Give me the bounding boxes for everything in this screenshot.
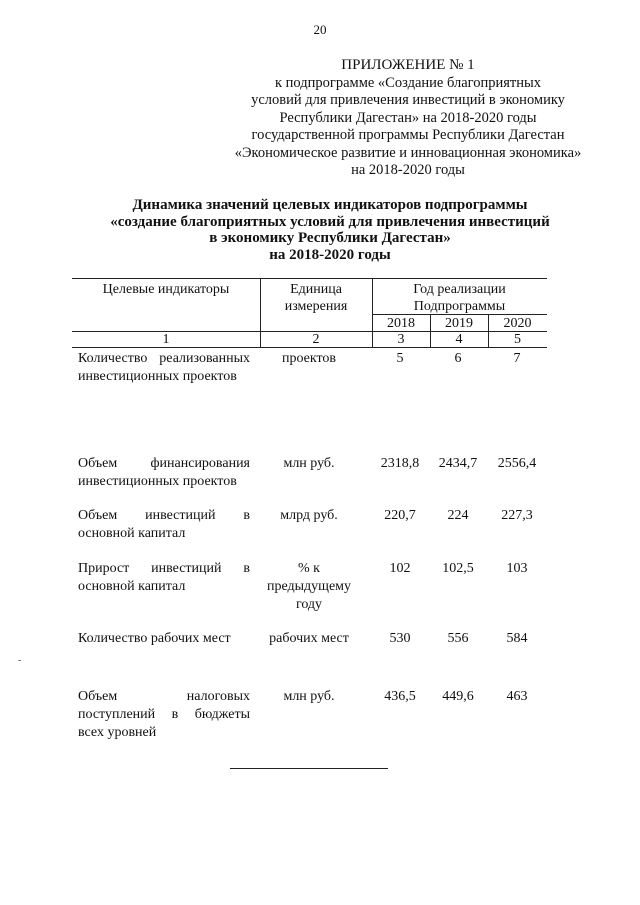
indicator-name: Количество рабочих мест <box>78 631 231 646</box>
document-title <box>100 197 560 263</box>
appendix-line: на 2018-2020 годы <box>351 162 465 178</box>
indicator-unit: % к предыдущему году <box>266 561 352 612</box>
value-2020: 103 <box>506 561 528 576</box>
column-number: 1 <box>162 332 170 347</box>
indicator-name: Количество реализованных инвестиционных проектов <box>78 351 250 384</box>
title-line: Динамика значений целевых индикаторов подпрограммы <box>132 197 528 213</box>
header-indicators: Целевые индикаторы <box>102 282 230 297</box>
indicator-unit: млн руб. <box>283 689 335 704</box>
indicators-table-header <box>72 278 547 348</box>
header-period <box>372 281 547 315</box>
indicator-unit: проектов <box>281 351 337 366</box>
value-2020: 584 <box>506 631 528 646</box>
value-2018: 530 <box>389 631 411 646</box>
header-year: 2020 <box>503 316 532 331</box>
header-unit <box>260 281 372 315</box>
header-year: 2018 <box>387 316 415 331</box>
value-2019: 2434,7 <box>438 456 478 471</box>
appendix-line: условий для привлечения инвестиций в экономику <box>251 92 565 108</box>
value-2018: 436,5 <box>384 689 416 704</box>
end-rule <box>230 768 388 769</box>
header-period-line2: Подпрограммы <box>413 299 506 314</box>
appendix-line: государственной программы Республики Дагестан <box>251 127 565 143</box>
value-2019: 224 <box>447 508 469 523</box>
value-2020: 7 <box>513 351 521 366</box>
appendix-line: «Экономическое развитие и инновационная экономика» <box>234 144 582 161</box>
indicator-unit: млн руб. <box>283 456 335 471</box>
value-2019: 6 <box>454 351 462 366</box>
header-unit-line2: измерения <box>284 299 348 314</box>
header-unit-line1: Единица <box>290 282 342 297</box>
indicator-name: Прирост инвестиций в основной капитал <box>78 561 250 594</box>
title-line: «создание благоприятных условий для привлечения инвестиций <box>110 213 550 230</box>
column-number: 2 <box>312 332 320 347</box>
margin-mark: - <box>18 655 22 666</box>
appendix-line: Республики Дагестан» на 2018-2020 годы <box>279 109 537 126</box>
column-number: 4 <box>455 332 463 347</box>
value-2020: 463 <box>506 689 528 704</box>
indicator-name: Объем инвестиций в основной капитал <box>78 508 250 541</box>
indicator-name: Объем налоговых поступлений в бюджеты всех уровней <box>78 689 250 740</box>
header-year: 2019 <box>445 316 473 331</box>
value-2020: 227,3 <box>501 508 533 523</box>
title-line: на 2018-2020 годы <box>269 246 391 263</box>
column-number: 3 <box>397 332 405 347</box>
indicator-unit: млрд руб. <box>280 508 338 523</box>
indicator-unit: рабочих мест <box>269 631 349 646</box>
value-2019: 102,5 <box>442 561 474 576</box>
value-2018: 220,7 <box>384 508 416 523</box>
indicator-name: Объем финансирования инвестиционных проектов <box>78 456 250 489</box>
value-2020: 2556,4 <box>497 456 537 471</box>
appendix-header <box>222 57 594 180</box>
column-number: 5 <box>514 332 521 347</box>
title-line: в экономику Республики Дагестан» <box>209 230 451 246</box>
page-number: 20 <box>313 22 327 37</box>
appendix-line: к подпрограмме «Создание благоприятных <box>274 74 542 91</box>
value-2019: 556 <box>447 631 469 646</box>
table-border-top <box>72 278 547 279</box>
appendix-title: ПРИЛОЖЕНИЕ № 1 <box>341 57 475 73</box>
value-2019: 449,6 <box>442 689 474 704</box>
header-period-line1: Год реализации <box>413 282 506 297</box>
value-2018: 2318,8 <box>380 456 420 471</box>
value-2018: 5 <box>396 351 404 366</box>
value-2018: 102 <box>389 561 411 576</box>
